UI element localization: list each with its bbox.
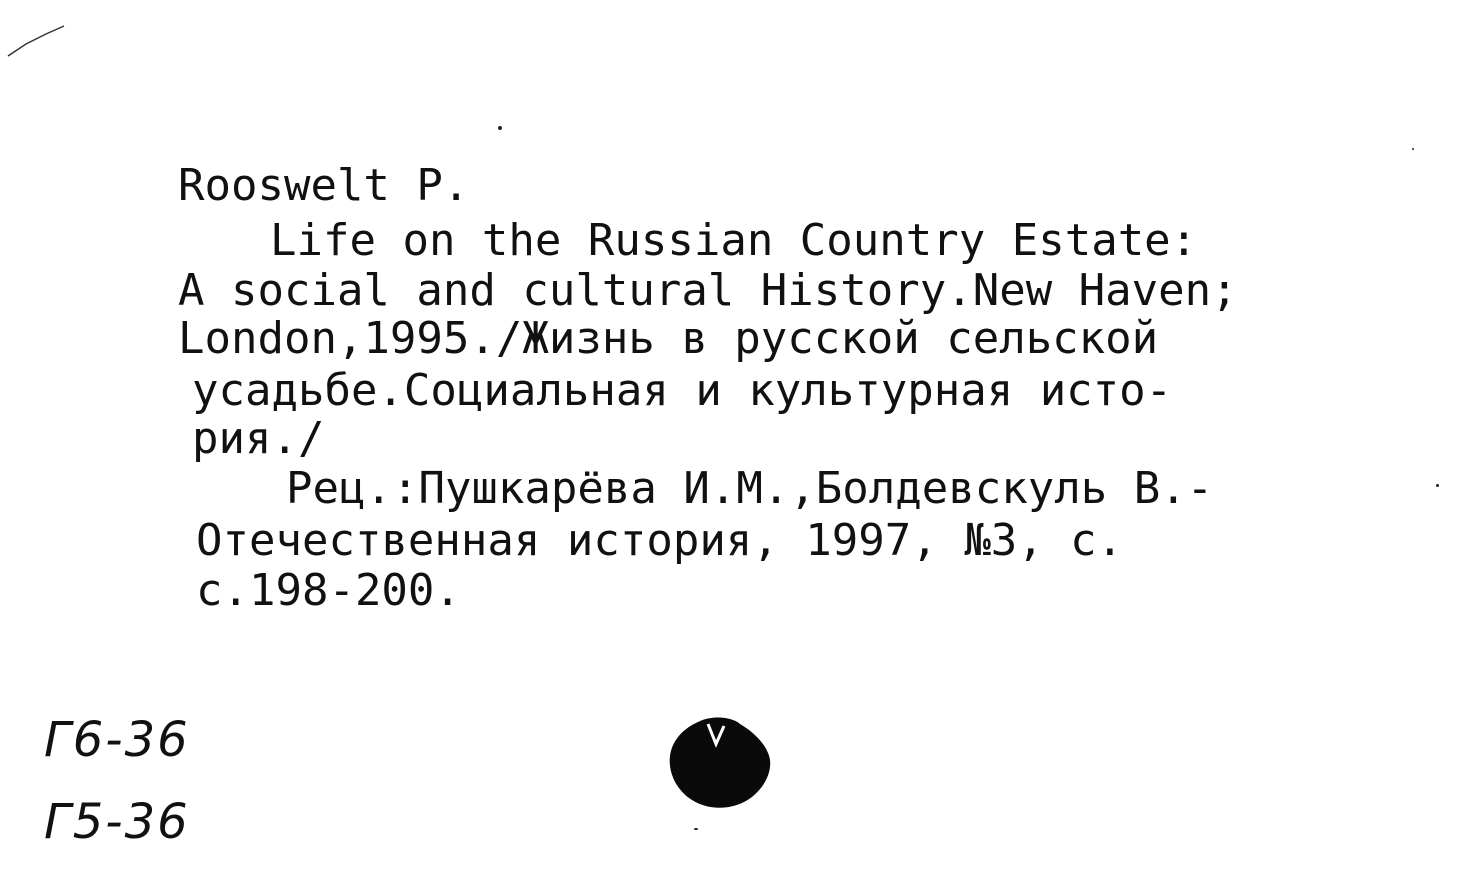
shelf-mark-1: Г6-36 bbox=[44, 712, 190, 768]
review-line-1: Рец.:Пушкарёва И.М.,Болдевскуль В.- bbox=[286, 463, 1214, 514]
speck-mark bbox=[694, 828, 698, 830]
speck-mark bbox=[1412, 148, 1414, 150]
shelf-mark-2: Г5-36 bbox=[44, 794, 190, 850]
citation-line-1: Life on the Russian Country Estate: bbox=[270, 215, 1198, 266]
review-line-3: с.198-200. bbox=[196, 565, 461, 616]
citation-line-2: A social and cultural History.New Haven; bbox=[178, 265, 1238, 316]
citation-line-3: London,1995./Жизнь в русской сельской bbox=[178, 313, 1159, 364]
speck-mark bbox=[498, 126, 502, 130]
speck-mark bbox=[1436, 484, 1439, 487]
punch-hole bbox=[668, 714, 772, 810]
author-line: Rooswelt P. bbox=[178, 160, 470, 211]
citation-line-4: усадьбе.Социальная и культурная исто- bbox=[192, 365, 1173, 416]
citation-line-5: рия./ bbox=[192, 413, 325, 464]
review-line-2: Отечественная история, 1997, №3, с. bbox=[196, 515, 1124, 566]
